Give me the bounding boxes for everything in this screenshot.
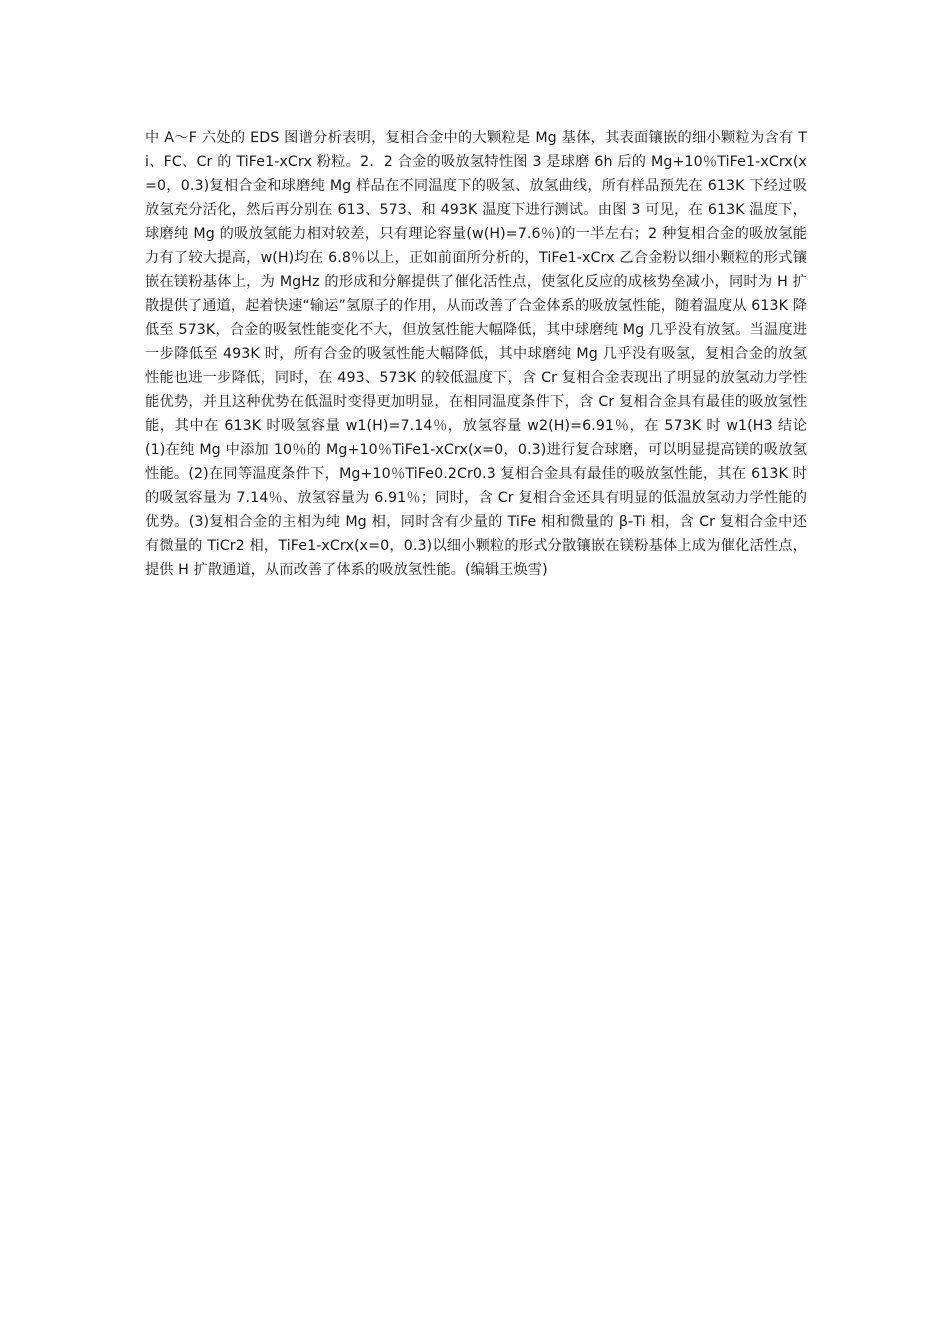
body-paragraph: 中 A～F 六处的 EDS 图谱分析表明，复相合金中的大颗粒是 Mg 基体，其表面镶嵌的细小颗粒为含有 Ti、FC、Cr 的 TiFe1-xCrx 粉粒。2．2 合金的吸放氢特性图 3 是球磨 6h 后的 Mg+10％TiFe1-xCrx(x=0，0.3)复相合金和球磨纯 Mg 样品在不同温度下的吸氢、放氢曲线，所有样品预先在 613K 下经过吸放氢充分活化，然后再分别在 613、573、和 493K 温度下进行测试。由图 3 可见，在 613K 温度下，球磨纯 Mg 的吸放氢能力相对较差，只有理论容量(w(H)=7.6％)的一半左右；2 种复相合金的吸放氢能力有了较大提高，w(H)均在 6.8％以上，正如前面所分析的，TiFe1-xCrx 乙合金粉以细小颗粒的形式镶嵌在镁粉基体上，为 MgHz 的形成和分解提供了催化活性点，使氢化反应的成核势垒减小，同时为 H 扩散提供了通道，起着快速“输运”氢原子的作用，从而改善了合金体系的吸放氢性能，随着温度从 613K 降低至 573K，合金的吸氢性能变化不大，但放氢性能大幅降低，其中球磨纯 Mg 几乎没有放氢。当温度进一步降低至 493K 时，所有合金的吸氢性能大幅降低，其中球磨纯 Mg 几乎没有吸氢，复相合金的放氢性能也进一步降低，同时，在 493、573K 的较低温度下，含 Cr 复相合金表现出了明显的放氢动力学性能优势，并且这种优势在低温时变得更加明显，在相同温度条件下，含 Cr 复相合金具有最佳的吸放氢性能，其中在 613K 时吸氢容量 w1(H)=7.14％，放氢容量 w2(H)=6.91％，在 573K 时 w1(H3 结论(1)在纯 Mg 中添加 10％的 Mg+10％TiFe1-xCrx(x=0，0.3)进行复合球磨，可以明显提高镁的吸放氢性能。(2)在同等温度条件下，Mg+10％TiFe0.2Cr0.3 复相合金具有最佳的吸放氢性能，其在 613K 时的吸氢容量为 7.14％、放氢容量为 6.91％；同时，含 Cr 复相合金还具有明显的低温放氢动力学性能的优势。(3)复相合金的主相为纯 Mg 相，同时含有少量的 TiFe 相和微量的 β-Ti 相，含 Cr 复相合金中还有微量的 TiCr2 相，TiFe1-xCrx(x=0，0.3)以细小颗粒的形式分散镶嵌在镁粉基体上成为催化活性点，提供 H 扩散通道，从而改善了体系的吸放氢性能。(编辑王焕雪) <box>145 130 807 578</box>
